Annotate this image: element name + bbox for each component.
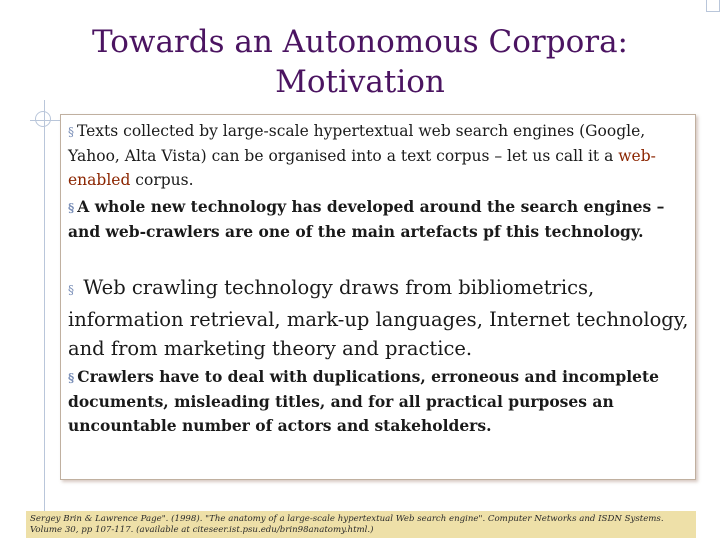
web-enabled-highlight: web-enabled: [68, 147, 656, 189]
bullet-1-text-after: corpus.: [130, 171, 194, 189]
bullet-3-text: Web crawling technology draws from bibliometrics, information retrieval, mark-up languages, Internet technology, and from marketing theory and practice.: [68, 276, 689, 360]
bullet-item-1: [68, 119, 693, 192]
content-box: [60, 114, 696, 480]
footer-citation: Sergey Brin & Lawrence Page". (1998). "The anatomy of a large-scale hypertextual Web search engine". Computer Networks and ISDN Systems. Volume 30, pp 107-117. (available at citeseer.ist.psu.edu/brin98anatomy.html.): [26, 511, 696, 538]
slide-title-line1: Towards an Autonomous Corpora:: [91, 24, 629, 60]
bullet-1-text-before: Texts collected by large-scale hypertextual web search engines (Google, Yahoo, Alta Vista) can be organised into a text corpus – let us call it a: [68, 122, 646, 165]
bullet-icon: §: [68, 283, 74, 297]
bullet-icon: §: [68, 125, 74, 139]
bullet-item-2: [68, 195, 693, 244]
bullet-item-4: [68, 365, 693, 438]
bullet-4-text: Crawlers have to deal with duplications, erroneous and incomplete documents, misleading titles, and for all practical purposes an uncountable number of actors and stakeholders.: [68, 367, 660, 435]
decorative-circle: [35, 111, 51, 127]
slide-title: [60, 22, 660, 102]
bullet-icon: §: [68, 371, 75, 385]
corner-decoration: [706, 0, 720, 12]
decorative-vertical-line: [44, 100, 45, 530]
bullet-icon: §: [68, 201, 75, 215]
slide-title-line2: Motivation: [275, 64, 445, 100]
bullet-2-text: A whole new technology has developed around the search engines – and web-crawlers are one of the main artefacts pf this technology.: [68, 197, 665, 241]
bullet-item-3: [68, 273, 693, 363]
